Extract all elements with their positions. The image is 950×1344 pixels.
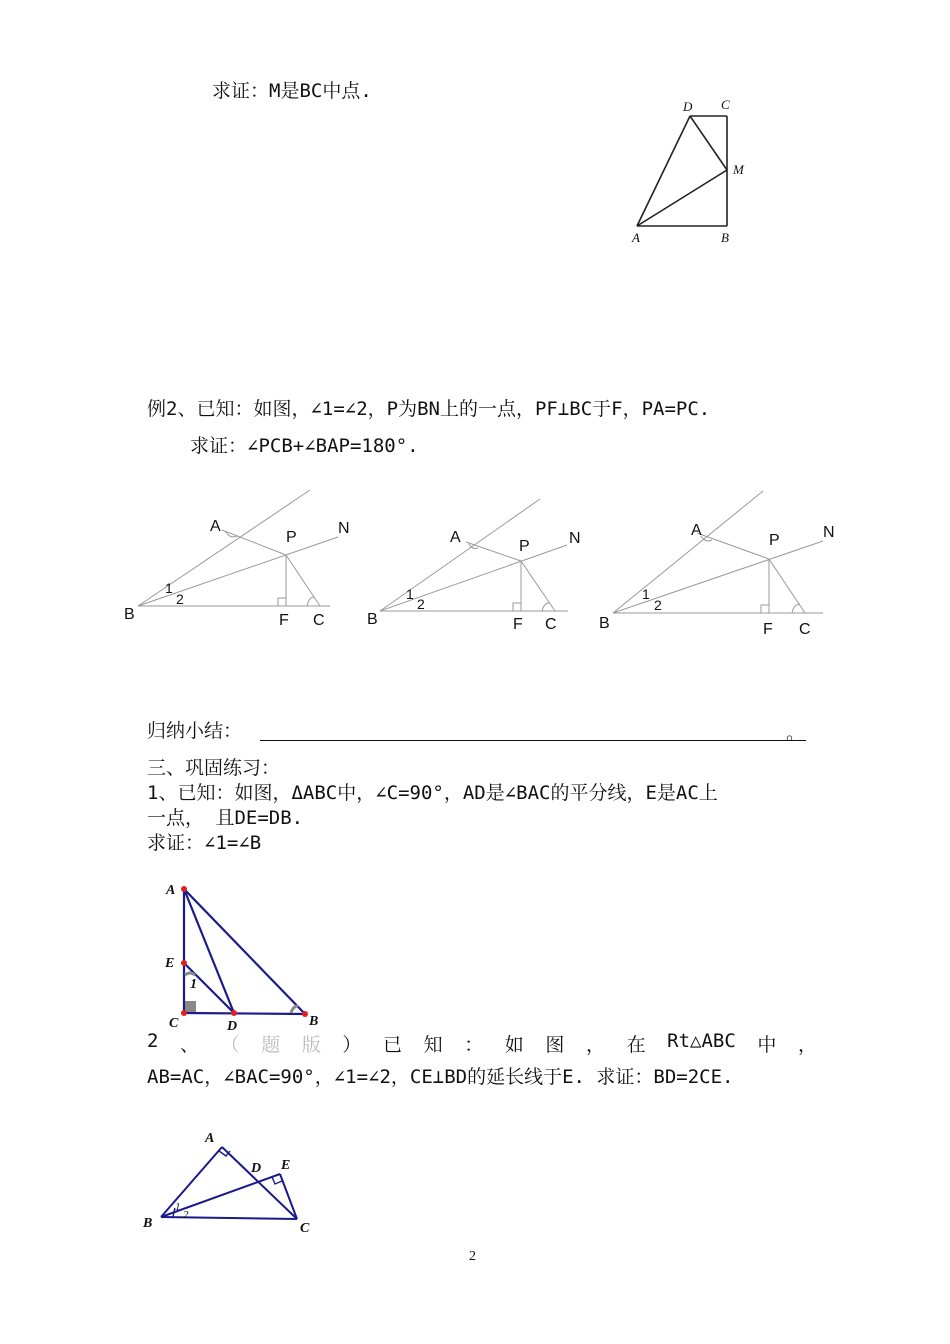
label-p: P [286, 529, 297, 546]
label-a: A [205, 1131, 215, 1146]
label-1: 1 [642, 586, 650, 602]
label-n: N [338, 520, 350, 537]
summary-end-mark: 。 [786, 722, 806, 744]
prove-statement-m: 求证：M是BC中点. [212, 80, 372, 102]
label-2: 2 [417, 596, 425, 612]
label-d: D [227, 1019, 238, 1034]
label-c: C [169, 1016, 179, 1031]
figure-quadrilateral-abcd [620, 92, 760, 252]
label-a: A [632, 230, 640, 245]
summary-label: 归纳小结： [147, 720, 243, 742]
label-b: B [309, 1014, 319, 1029]
label-2: 2 [183, 1209, 189, 1221]
example2-given: 例2、已知：如图，∠1=∠2，P为BN上的一点，PF⊥BC于F，PA=PC. [147, 398, 711, 420]
label-f: F [279, 612, 289, 629]
label-b: B [599, 615, 610, 632]
example2-prove: 求证：∠PCB+∠BAP=180°. [190, 435, 419, 457]
figure-ex2-variant-2 [362, 495, 592, 640]
label-c: C [313, 612, 325, 629]
label-c: C [545, 616, 557, 633]
label-b: B [367, 611, 378, 628]
label-1: 1 [165, 580, 173, 596]
label-b: B [124, 606, 135, 623]
label-m: M [733, 162, 744, 177]
label-n: N [569, 530, 581, 547]
figure-q2-triangle [135, 1120, 335, 1245]
summary-blank-line [260, 740, 806, 741]
label-f: F [513, 616, 523, 633]
figure-q1-triangle [160, 875, 335, 1035]
label-1: 1 [190, 977, 197, 992]
label-d: D [683, 99, 693, 114]
figure-ex2-variant-3 [595, 485, 845, 645]
section-heading: 三、巩固练习： [147, 757, 281, 779]
label-1: 1 [406, 586, 414, 602]
figure-ex2-variant-1 [120, 485, 360, 635]
label-1: 1 [175, 1201, 181, 1213]
label-2: 2 [654, 597, 662, 613]
label-a: A [450, 529, 461, 546]
label-e: E [165, 956, 175, 971]
q1-prove: 求证：∠1=∠B [147, 832, 262, 854]
q2-given-line2: AB=AC，∠BAC=90°，∠1=∠2，CE⊥BD的延长线于E. 求证：BD=2CE. [147, 1066, 734, 1088]
label-a: A [210, 518, 221, 535]
q2-given-line1: 2 、 （ 题 版 ） 已 知 ： 如 图 ， 在 Rt△ABC 中 ， [147, 1030, 817, 1056]
label-n: N [823, 524, 835, 541]
label-2: 2 [176, 591, 184, 607]
label-p: P [519, 538, 530, 555]
label-d: D [251, 1161, 262, 1176]
label-b: B [721, 230, 729, 245]
label-p: P [769, 532, 780, 549]
label-a: A [166, 883, 176, 898]
label-e: E [281, 1158, 291, 1173]
label-a: A [691, 522, 702, 539]
label-c: C [721, 97, 730, 112]
label-c: C [300, 1221, 310, 1236]
label-b: B [143, 1216, 153, 1231]
label-c: C [799, 621, 811, 638]
label-f: F [763, 621, 773, 638]
q1-given-line1: 1、已知：如图，ΔABC中，∠C=90°，AD是∠BAC的平分线，E是AC上 [147, 782, 718, 804]
q1-given-line2: 一点， 且DE=DB. [147, 807, 304, 829]
page-number: 2 [469, 1249, 476, 1264]
